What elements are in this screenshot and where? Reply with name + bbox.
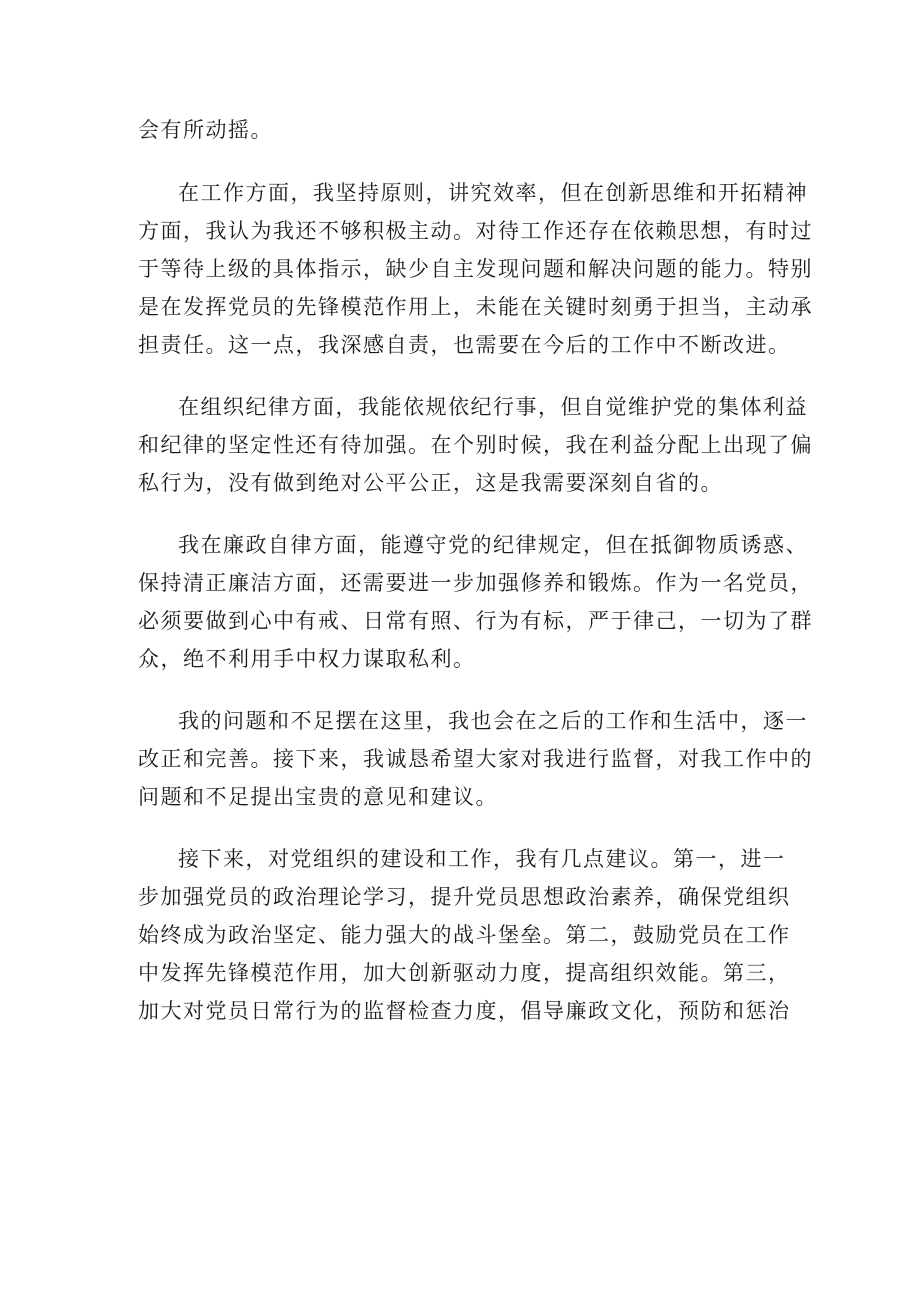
text-line: 始终成为政治坚定、能力强大的战斗堡垒。第二，鼓励党员在工作 xyxy=(138,923,791,947)
text-line: 中发挥先锋模范作用，加大创新驱动力度，提高组织效能。第三， xyxy=(138,961,791,985)
text-line: 私行为，没有做到绝对公平公正，这是我需要深刻自省的。 xyxy=(138,471,723,495)
text-line: 于等待上级的具体指示，缺少自主发现问题和解决问题的能力。特别 xyxy=(138,257,813,281)
text-line: 会有所动摇。 xyxy=(138,118,273,142)
text-line: 接下来，对党组织的建设和工作，我有几点建议。第一，进一 xyxy=(178,847,786,871)
text-line: 我在廉政自律方面，能遵守党的纪律规定，但在抵御物质诱惑、 xyxy=(178,533,808,557)
text-line: 必须要做到心中有戒、日常有照、行为有标，严于律己，一切为了群 xyxy=(138,609,813,633)
text-line: 我的问题和不足摆在这里，我也会在之后的工作和生活中，逐一 xyxy=(178,709,808,733)
text-line: 担责任。这一点，我深感自责，也需要在今后的工作中不断改进。 xyxy=(138,333,791,357)
text-line: 众，绝不利用手中权力谋取私利。 xyxy=(138,647,476,671)
text-line: 在组织纪律方面，我能依规依纪行事，但自觉维护党的集体利益 xyxy=(178,395,808,419)
text-line: 问题和不足提出宝贵的意见和建议。 xyxy=(138,785,498,809)
text-line: 加大对党员日常行为的监督检查力度，倡导廉政文化，预防和惩治 xyxy=(138,999,791,1023)
text-line: 改正和完善。接下来，我诚恳希望大家对我进行监督，对我工作中的 xyxy=(138,747,813,771)
text-line: 和纪律的坚定性还有待加强。在个别时候，我在利益分配上出现了偏 xyxy=(138,433,813,457)
text-line: 步加强党员的政治理论学习，提升党员思想政治素养，确保党组织 xyxy=(138,885,791,909)
text-line: 在工作方面，我坚持原则，讲究效率，但在创新思维和开拓精神 xyxy=(178,181,808,205)
text-line: 保持清正廉洁方面，还需要进一步加强修养和锻炼。作为一名党员， xyxy=(138,571,813,595)
text-line: 是在发挥党员的先锋模范作用上，未能在关键时刻勇于担当，主动承 xyxy=(138,295,813,319)
text-line: 方面，我认为我还不够积极主动。对待工作还存在依赖思想，有时过 xyxy=(138,219,813,243)
